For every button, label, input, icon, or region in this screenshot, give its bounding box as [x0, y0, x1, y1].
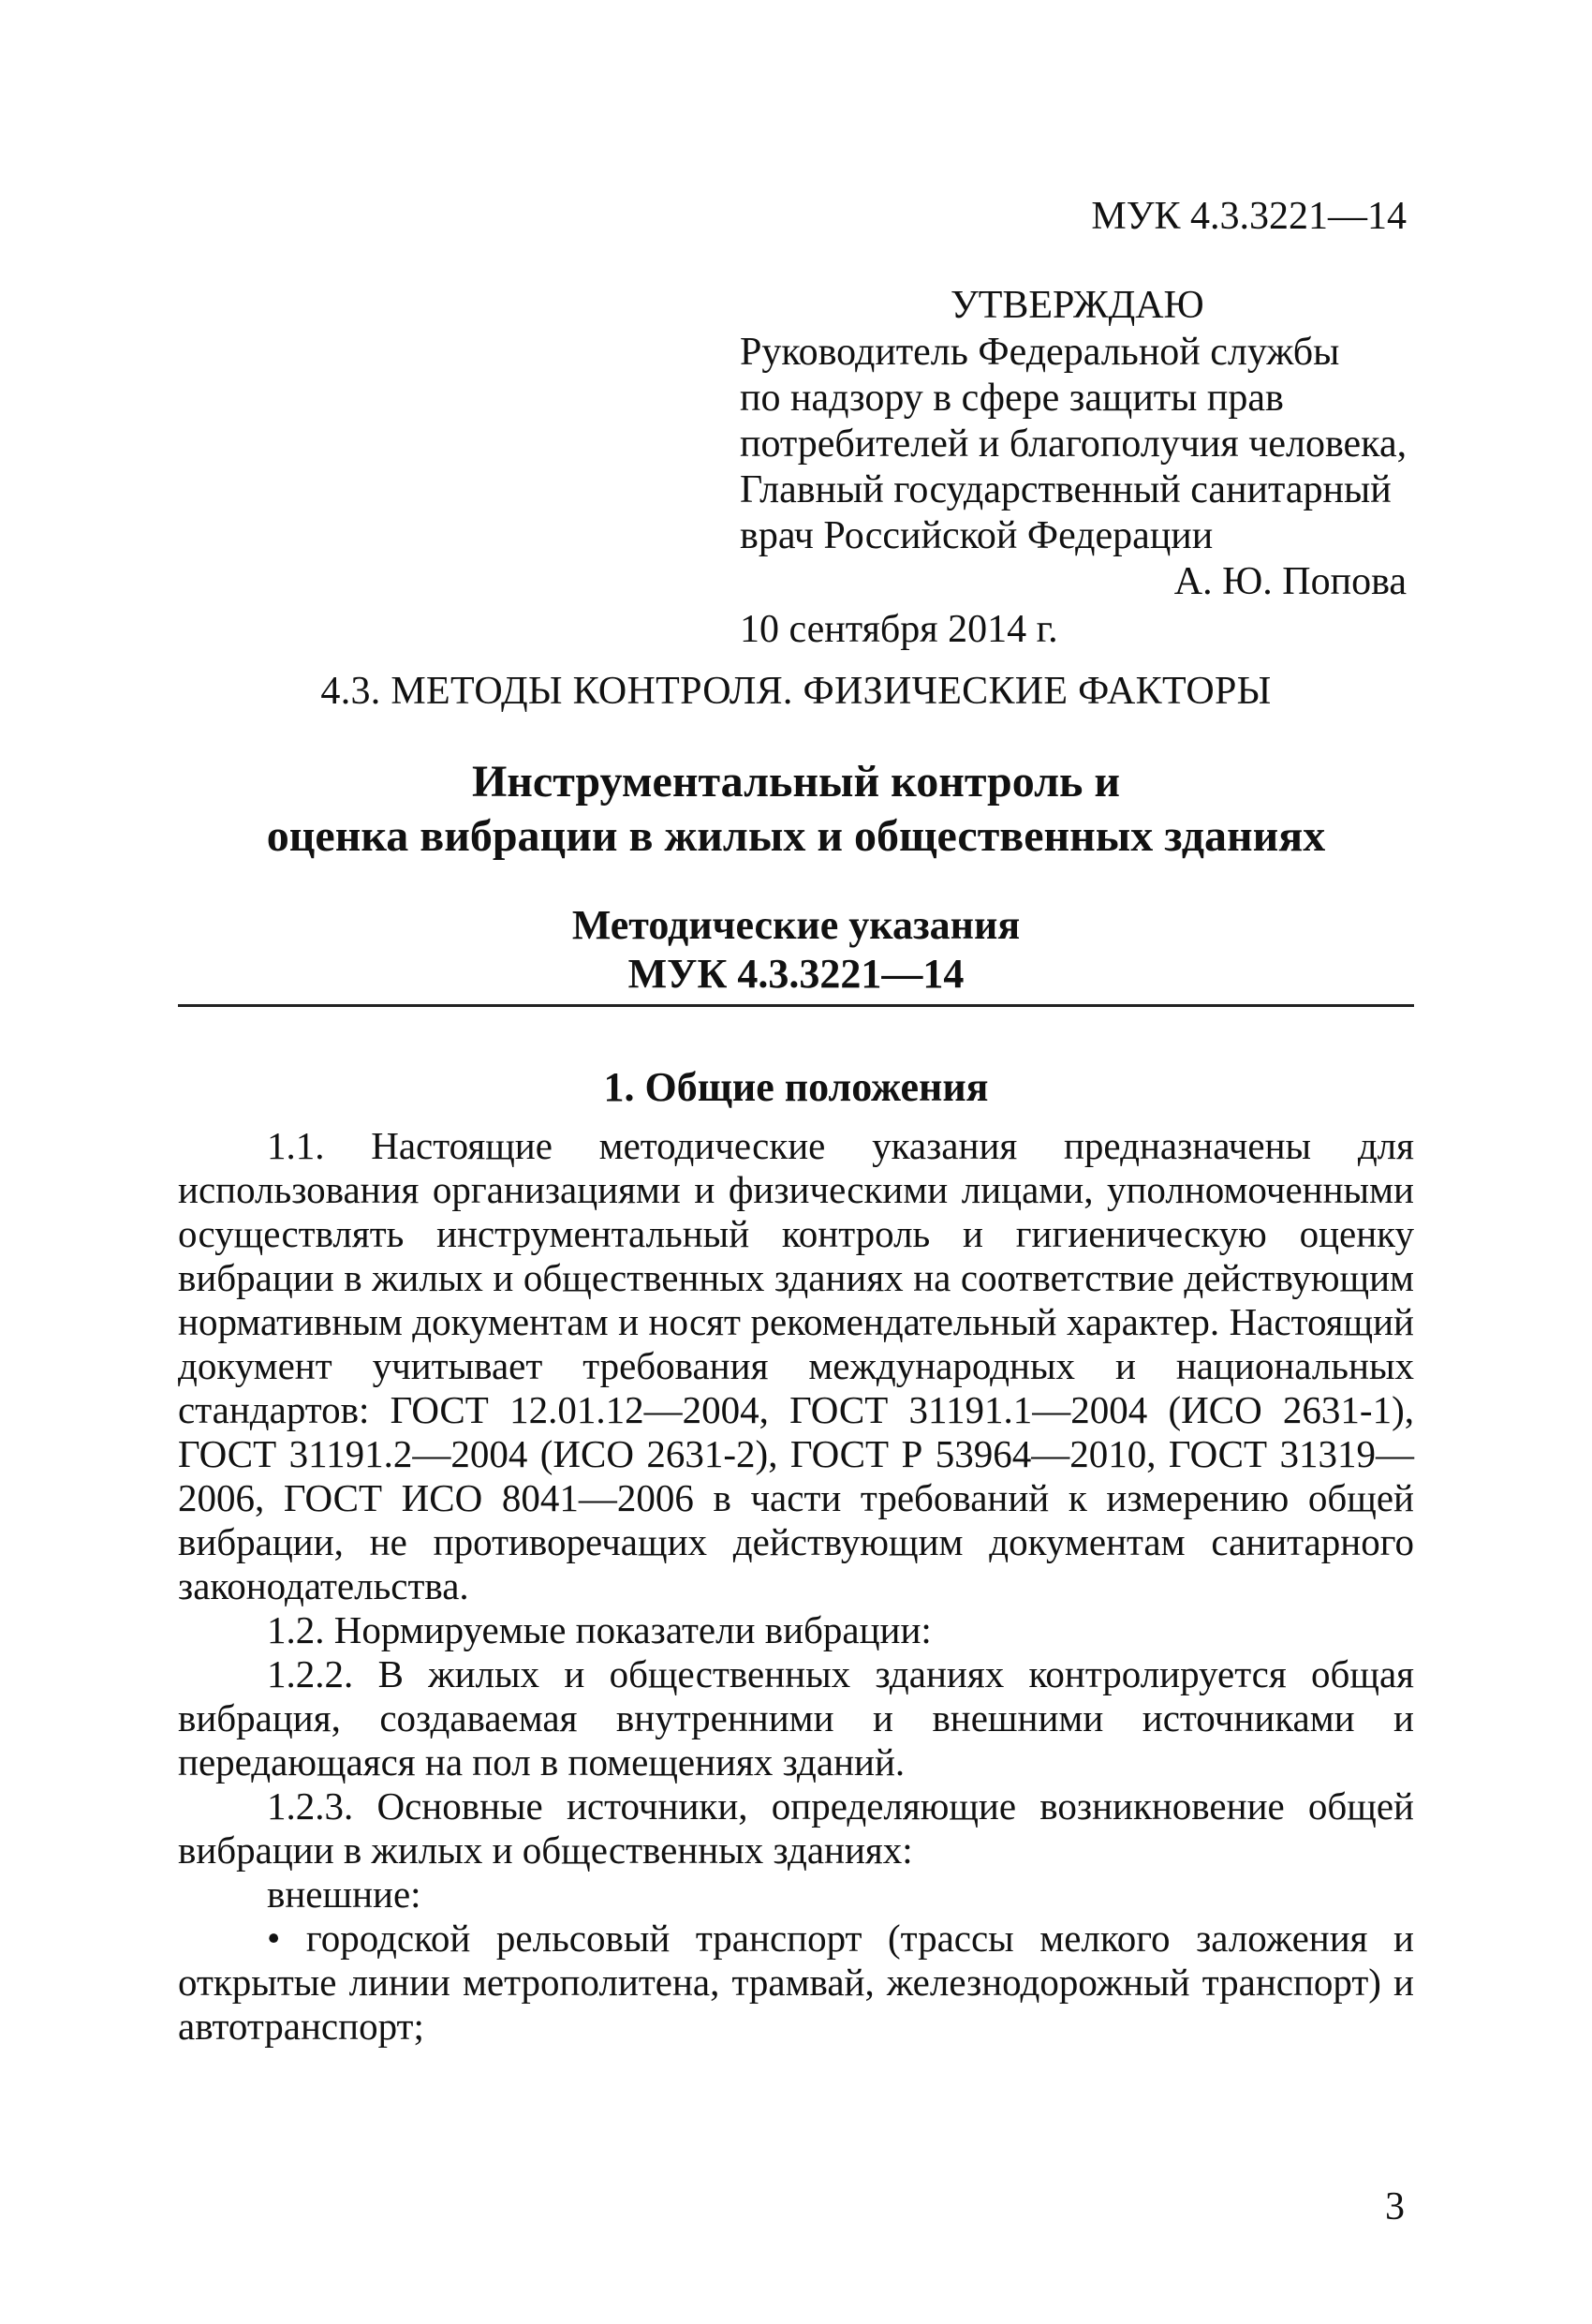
document-subtitle [0, 901, 1592, 999]
approval-block [740, 281, 1407, 653]
section-heading: 1. Общие положения [603, 1064, 989, 1110]
section-header: 4.3. МЕТОДЫ КОНТРОЛЯ. ФИЗИЧЕСКИЕ ФАКТОРЫ [320, 670, 1272, 713]
bullet-text: городской рельсовый транспорт (трассы мелкого заложения и открытые линии метрополитена, трамвай, железнодорожный транспорт) и автотранспорт; [178, 1917, 1415, 2048]
document-number: МУК 4.3.3221—14 [627, 951, 965, 997]
approver-position-line: по надзору в сфере защиты прав [740, 377, 1284, 420]
document-code-header: МУК 4.3.3221—14 [1091, 195, 1407, 238]
document-title [0, 755, 1592, 864]
bullet-item [178, 1917, 1414, 2049]
paragraph-1-1: 1.1. Настоящие методические указания предназначены для использования организациями и физическими лицами, уполномоченными осуществлять инструментальный контроль и гигиеническую оценку вибрации в жилых и общественных зданиях на соответствие действующим нормативным документам и носят рекомендательный характер. Настоящий документ учитывает требования международных и национальных стандартов: ГОСТ 12.01.12—2004, ГОСТ 31191.1—2004 (ИСО 2631-1), ГОСТ 31191.2—2004 (ИСО 2631-2), ГОСТ Р 53964—2010, ГОСТ 31319—2006, ГОСТ ИСО 8041—2006 в части требований к измерению общей вибрации, не противоречащих действующим документам санитарного законодательства. [178, 1124, 1414, 1607]
approve-word: УТВЕРЖДАЮ [951, 284, 1204, 327]
paragraph-1-2: 1.2. Нормируемые показатели вибрации: [267, 1608, 932, 1651]
bullet-icon: • [267, 1917, 281, 1960]
external-sources-label: внешние: [267, 1873, 421, 1916]
paragraph-1-2-2: 1.2.2. В жилых и общественных зданиях контролируется общая вибрация, создаваемая внутренними и внешними источниками и передающаяся на пол в помещениях зданий. [178, 1652, 1414, 1784]
approver-name: А. Ю. Попова [1173, 560, 1407, 603]
document-type: Методические указания [571, 902, 1021, 948]
approval-date: 10 сентября 2014 г. [740, 608, 1058, 651]
paragraph-1-2-3: 1.2.3. Основные источники, определяющие возникновение общей вибрации в жилых и общественных зданиях: [178, 1784, 1414, 1872]
page-number: 3 [1385, 2185, 1405, 2228]
document-title-line: оценка вибрации в жилых и общественных зданиях [266, 811, 1326, 861]
horizontal-divider [178, 1004, 1414, 1007]
approver-position-line: потребителей и благополучия человека, [740, 422, 1408, 466]
approver-position-line: Главный государственный санитарный [740, 468, 1392, 511]
body-text [178, 1124, 1414, 2049]
approver-position-line: Руководитель Федеральной службы [740, 331, 1340, 374]
document-title-line: Инструментальный контроль и [471, 757, 1121, 807]
approver-position-line: врач Российской Федерации [740, 514, 1214, 557]
